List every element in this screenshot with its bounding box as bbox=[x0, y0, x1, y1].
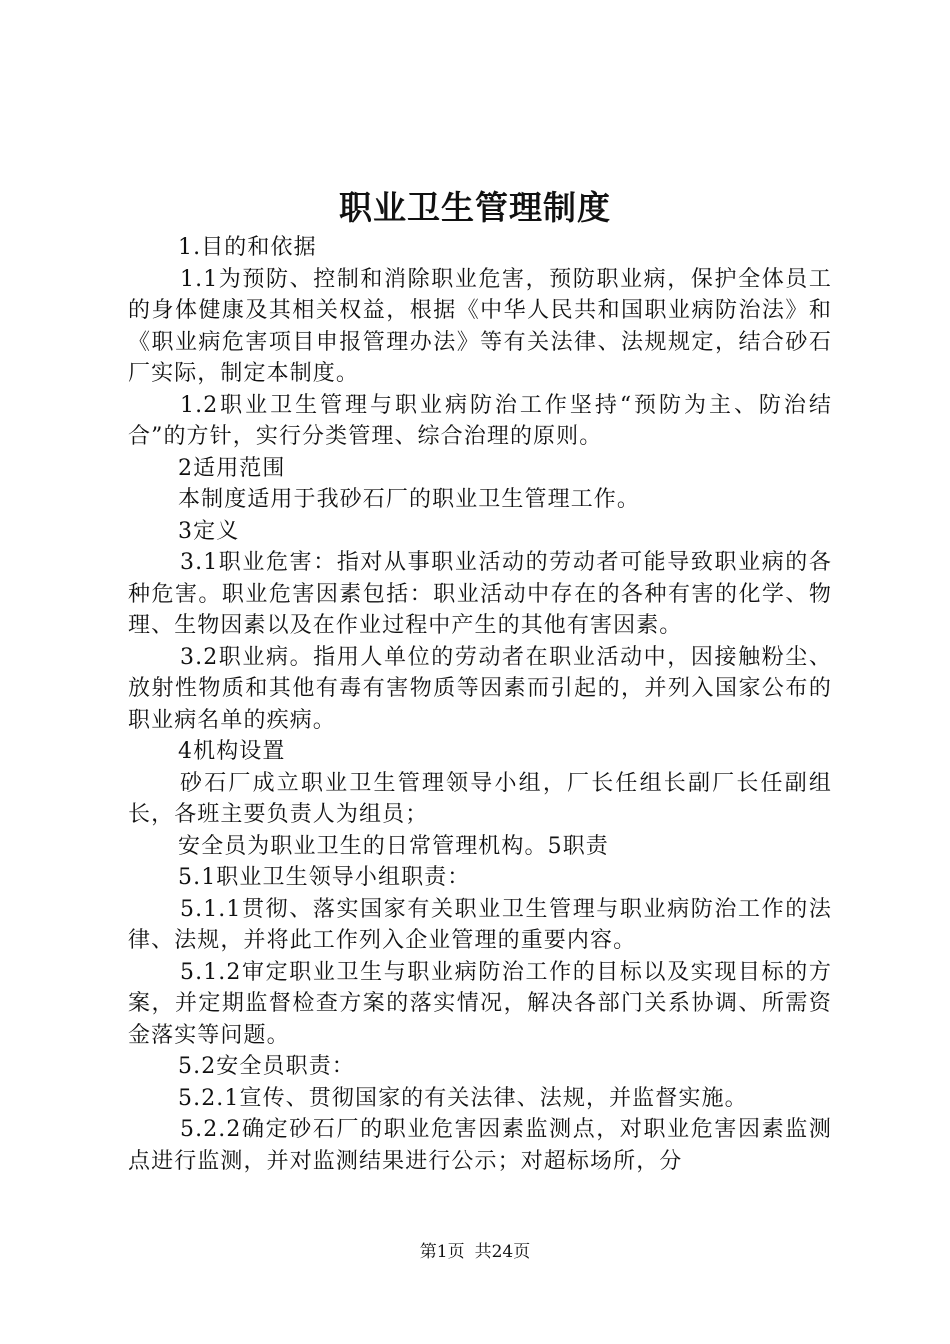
document-title: 职业卫生管理制度 bbox=[339, 188, 611, 227]
paragraph-5-1-2: 5.1.2审定职业卫生与职业病防治工作的目标以及实现目标的方案，并定期监督检查方案的落实情况，解决各部门关系协调、所需资金落实等问题。 bbox=[128, 959, 832, 1048]
paragraph-safety-officer: 安全员为职业卫生的日常管理机构。5职责 bbox=[178, 833, 609, 859]
section-heading-5-1: 5.1职业卫生领导小组职责： bbox=[178, 865, 471, 890]
paragraph-5-2-2: 5.2.2确定砂石厂的职业危害因素监测点，对职业危害因素监测点进行监测，并对监测结果进行公示；对超标场所，分 bbox=[128, 1117, 832, 1174]
paragraph-1-2: 1.2职业卫生管理与职业病防治工作坚持“预防为主、防治结合”的方针，实行分类管理、综合治理的原则。 bbox=[128, 392, 832, 449]
page-footer bbox=[0, 1240, 950, 1264]
paragraph-3-2: 3.2职业病。指用人单位的劳动者在职业活动中，因接触粉尘、放射性物质和其他有毒有害物质等因素而引起的，并列入国家公布的职业病名单的疾病。 bbox=[128, 644, 832, 733]
section-heading-scope: 2适用范围 bbox=[178, 455, 286, 481]
document-body bbox=[128, 232, 832, 1177]
paragraph-1-1: 1.1为预防、控制和消除职业危害，预防职业病，保护全体员工的身体健康及其相关权益，根据《中华人民共和国职业病防治法》和《职业病危害项目申报管理办法》等有关法律、法规规定，结合砂石厂实际，制定本制度。 bbox=[128, 266, 832, 386]
section-heading-definition: 3定义 bbox=[178, 518, 240, 544]
section-heading-purpose: 1.目的和依据 bbox=[178, 235, 317, 260]
section-heading-organization: 4机构设置 bbox=[178, 739, 286, 764]
paragraph-5-2-1: 5.2.1宣传、贯彻国家的有关法律、法规，并监督实施。 bbox=[178, 1085, 748, 1111]
paragraph-5-1-1: 5.1.1贯彻、落实国家有关职业卫生管理与职业病防治工作的法律、法规，并将此工作列入企业管理的重要内容。 bbox=[128, 896, 832, 953]
paragraph-organization: 砂石厂成立职业卫生管理领导小组，厂长任组长副厂长任副组长，各班主要负责人为组员； bbox=[128, 770, 832, 827]
page-number: 第1页 bbox=[419, 1242, 465, 1262]
paragraph-scope: 本制度适用于我砂石厂的职业卫生管理工作。 bbox=[178, 487, 641, 512]
section-heading-5-2: 5.2安全员职责： bbox=[178, 1054, 355, 1079]
page-total: 共24页 bbox=[474, 1242, 531, 1262]
paragraph-3-1: 3.1职业危害：指对从事职业活动的劳动者可能导致职业病的各种危害。职业危害因素包括：职业活动中存在的各种有害的化学、物理、生物因素以及在作业过程中产生的其他有害因素。 bbox=[128, 550, 832, 638]
